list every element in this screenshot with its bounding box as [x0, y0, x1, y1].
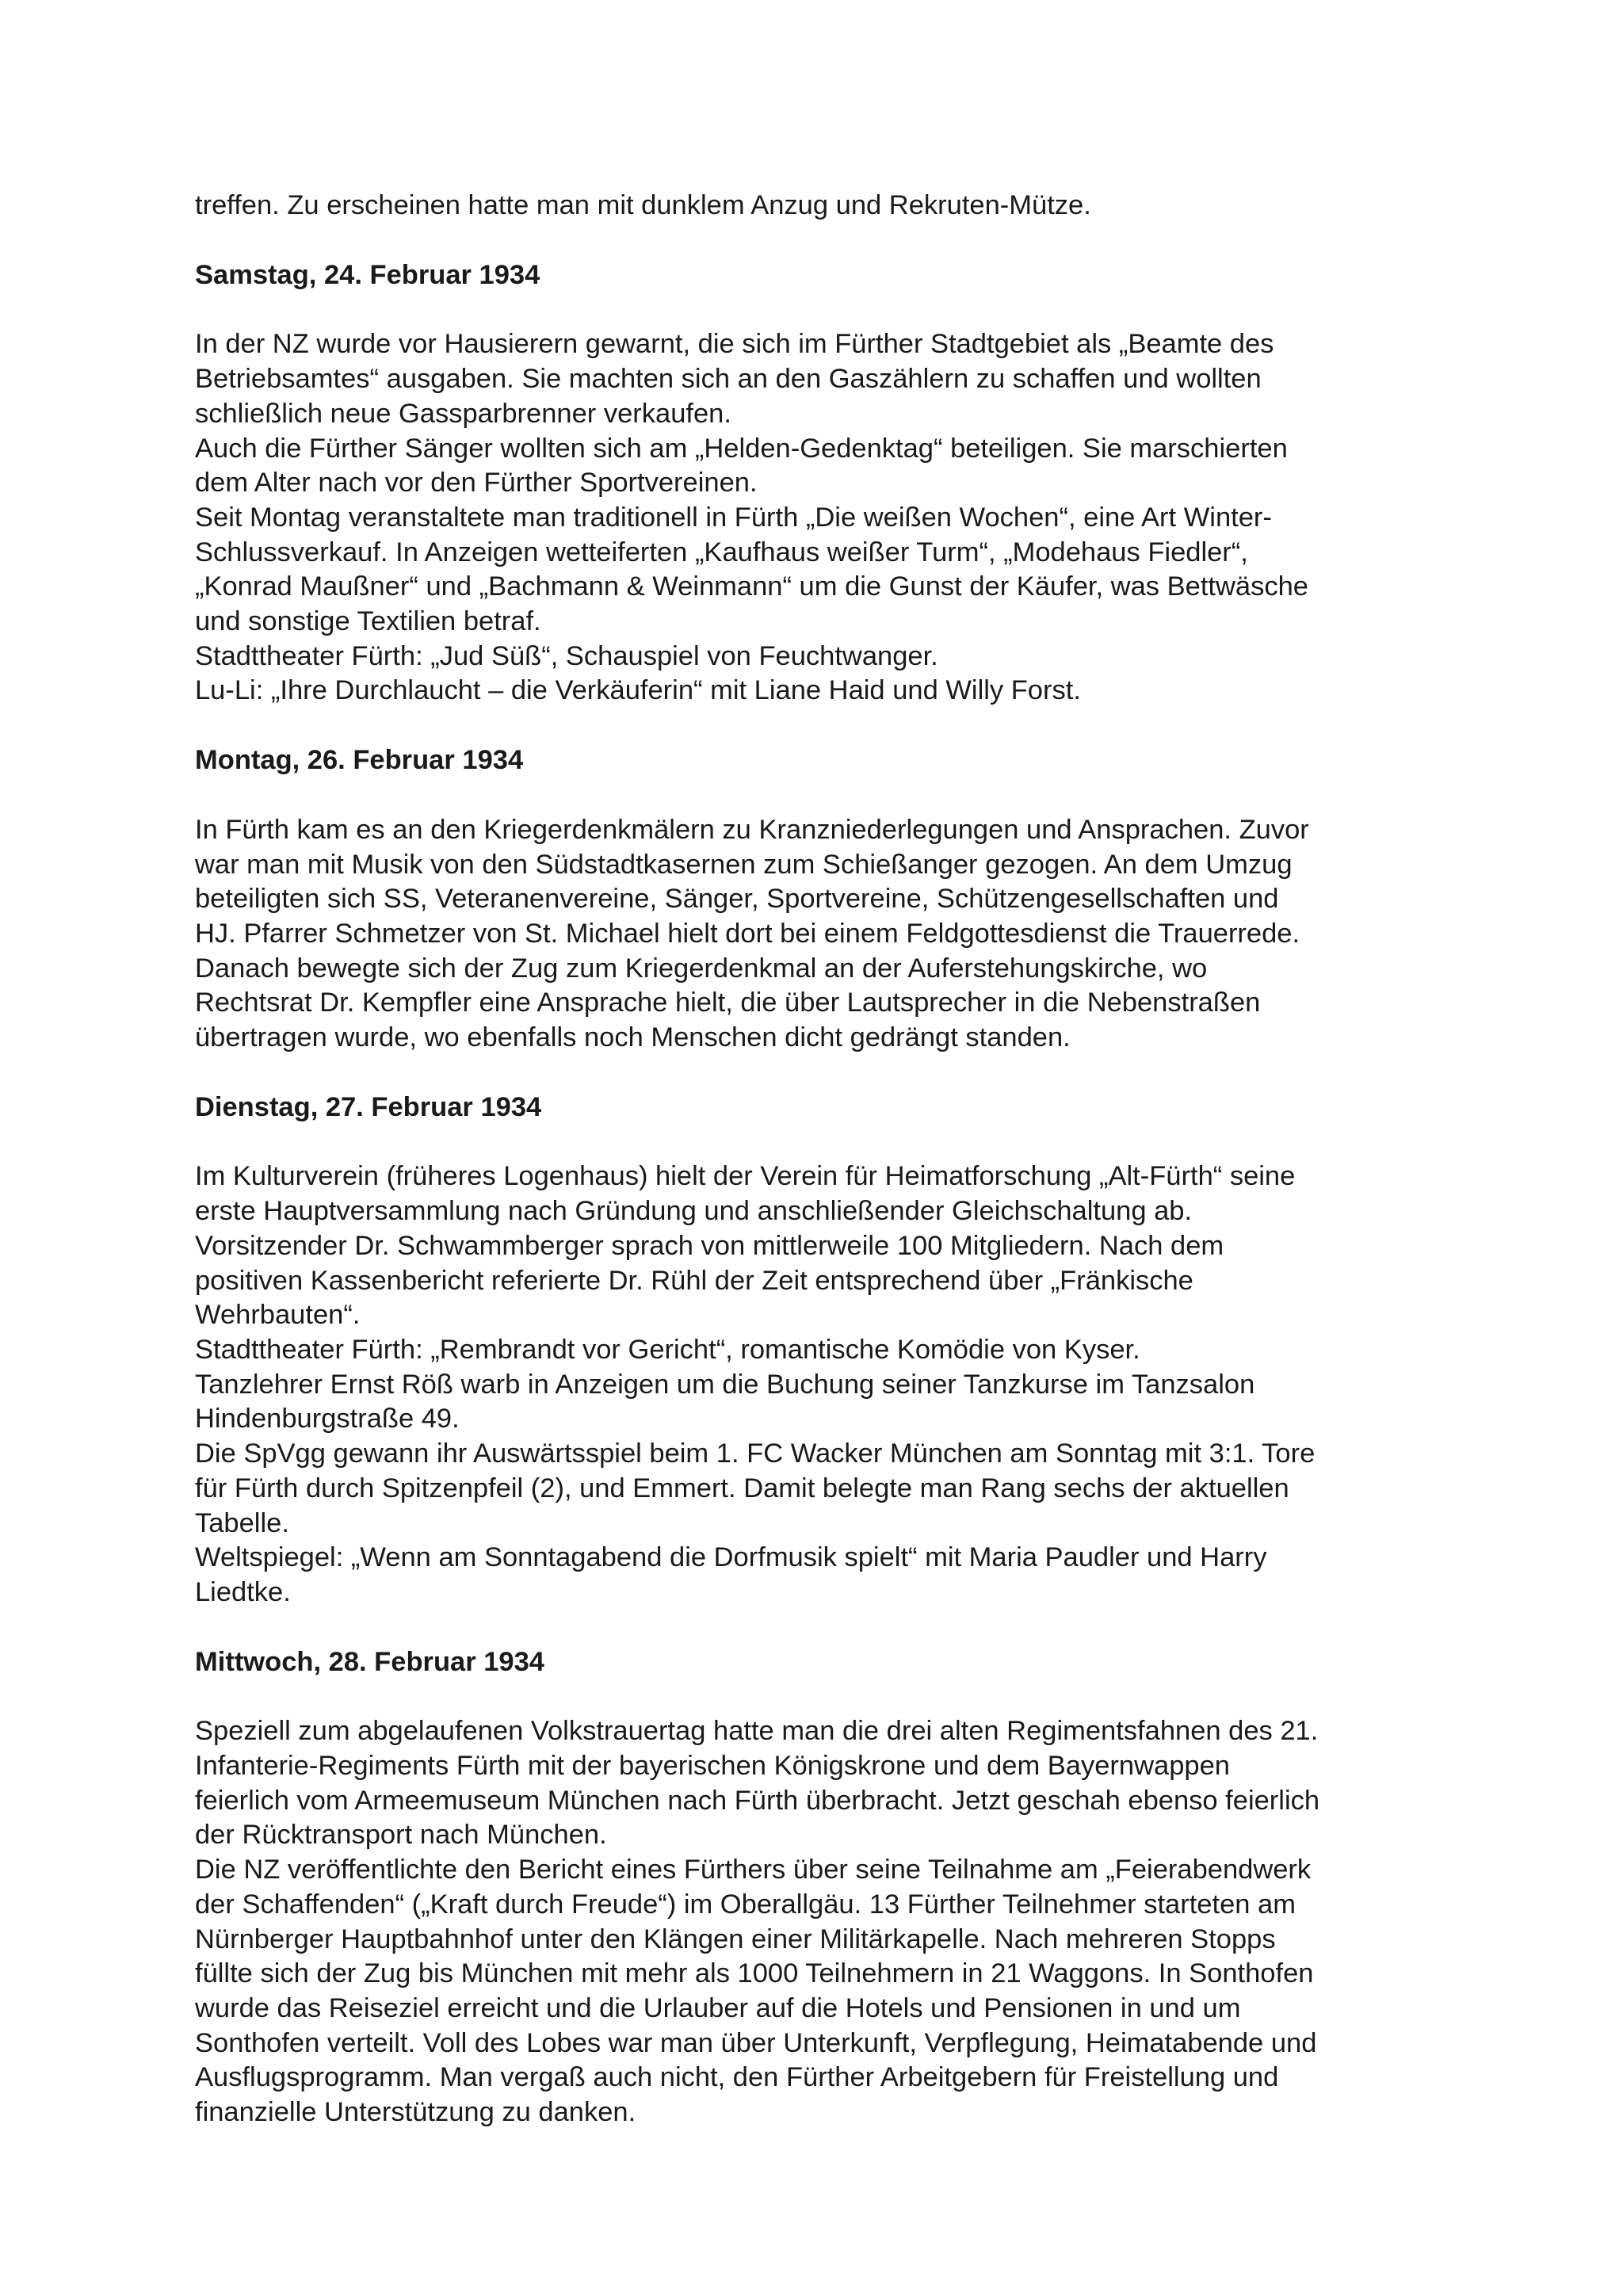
entry-paragraph: Stadttheater Fürth: „Rembrandt vor Gericht“, romantische Komödie von Kyser.: [195, 1334, 1140, 1365]
spacer: [195, 292, 1463, 327]
spacer: [195, 1125, 1463, 1159]
entry-date-heading: Samstag, 24. Februar 1934: [195, 259, 540, 290]
entry-paragraph: Im Kulturverein (früheres Logenhaus) hielt der Verein für Heimatforschung „Alt-Fürth“ seine erste Hauptversammlung nach Gründung und anschließender Gleichschaltung ab. Vorsitzender Dr. Schwammberger sprach von mittlerweile 100 Mitgliedern. Nach dem positiven Kassenbericht referierte Dr. Rühl der Zeit entsprechend über „Fränkische Wehrbauten“.: [195, 1161, 1296, 1331]
entry-paragraph: Weltspiegel: „Wenn am Sonntagabend die Dorfmusik spielt“ mit Maria Paudler und Harry Liedtke.: [195, 1542, 1267, 1607]
entry-date-heading: Mittwoch, 28. Februar 1934: [195, 1646, 544, 1677]
spacer: [195, 1610, 1463, 1645]
entry-montag-26-februar: [195, 743, 1463, 1056]
entry-paragraph: Seit Montag veranstaltete man traditionell in Fürth „Die weißen Wochen“, eine Art Winter- Schlussverkauf. In Anzeigen wetteiferten „Kaufhaus weißer Turm“, „Modehaus Fiedler“, „Konrad Maußner“ und „Bachmann & Weinmann“ um die Gunst der Käufer, was Bettwäsche und sonstige Textilien betraf.: [195, 502, 1308, 637]
entry-paragraph: In Fürth kam es an den Kriegerdenkmälern zu Kranzniederlegungen und Ansprachen. Zuvor war man mit Musik von den Südstadtkasernen zum Schießanger gezogen. An dem Umzug beteiligten sich SS, Veteranenvereine, Sänger, Sportvereine, Schützengesellschaften und HJ. Pfarrer Schmetzer von St. Michael hielt dort bei einem Feldgottesdienst die Trauerrede. Danach bewegte sich der Zug zum Kriegerdenkmal an der Auferstehungskirche, wo Rechtsrat Dr. Kempfler eine Ansprache hielt, die über Lautsprecher in die Nebenstraßen übertragen wurde, wo ebenfalls noch Menschen dicht gedrängt standen.: [195, 814, 1309, 1053]
spacer: [195, 709, 1463, 743]
entry-paragraph: Die SpVgg gewann ihr Auswärtsspiel beim 1. FC Wacker München am Sonntag mit 3:1. Tore für Fürth durch Spitzenpfeil (2), und Emmert. Damit belegte man Rang sechs der aktuellen Tabelle.: [195, 1438, 1316, 1538]
entry-paragraph: Tanzlehrer Ernst Röß warb in Anzeigen um die Buchung seiner Tanzkurse im Tanzsalon Hindenburgstraße 49.: [195, 1369, 1255, 1435]
entry-mittwoch-28-februar: [195, 1645, 1463, 2130]
entry-paragraph: Stadttheater Fürth: „Jud Süß“, Schauspiel von Feuchtwanger.: [195, 640, 938, 671]
entry-paragraph: Speziell zum abgelaufenen Volkstrauertag hatte man die drei alten Regimentsfahnen des 21. Infanterie-Regiments Fürth mit der bayerischen Königskrone und dem Bayernwappen feierlich vom Armeemuseum München nach Fürth überbracht. Jetzt geschah ebenso feierlich der Rücktransport nach München.: [195, 1716, 1320, 1851]
entry-date-heading: Dienstag, 27. Februar 1934: [195, 1091, 542, 1122]
spacer: [195, 1679, 1463, 1714]
entry-paragraph: Lu-Li: „Ihre Durchlaucht – die Verkäuferin“ mit Liane Haid und Willy Forst.: [195, 675, 1081, 706]
entry-paragraph: In der NZ wurde vor Hausierern gewarnt, die sich im Fürther Stadtgebiet als „Beamte des Betriebsamtes“ ausgaben. Sie machten sich an den Gaszählern zu schaffen und wollten schließlich neue Gassparbrenner verkaufen.: [195, 329, 1274, 429]
spacer: [195, 223, 1463, 258]
entry-samstag-24-februar: [195, 258, 1463, 709]
entry-date-heading: Montag, 26. Februar 1934: [195, 745, 524, 776]
document-page: [195, 189, 1463, 2130]
spacer: [195, 778, 1463, 813]
spacer: [195, 1056, 1463, 1091]
entry-dienstag-27-februar: [195, 1091, 1463, 1610]
entry-paragraph: Die NZ veröffentlichte den Bericht eines Fürthers über seine Teilnahme am „Feierabendwerk der Schaffenden“ („Kraft durch Freude“) im Oberallgäu. 13 Fürther Teilnehmer starteten am Nürnberger Hauptbahnhof unter den Klängen einer Militärkapelle. Nach mehreren Stopps füllte sich der Zug bis München mit mehr als 1000 Teilnehmern in 21 Waggons. In Sonthofen wurde das Reiseziel erreicht und die Urlauber auf die Hotels und Pensionen in und um Sonthofen verteilt. Voll des Lobes war man über Unterkunft, Verpflegung, Heimatabende und Ausflugsprogramm. Man vergaß auch nicht, den Fürther Arbeitgebern für Freistellung und finanzielle Unterstützung zu danken.: [195, 1855, 1317, 2128]
entry-paragraph: Auch die Fürther Sänger wollten sich am „Helden-Gedenktag“ beteiligen. Sie marschierten dem Alter nach vor den Fürther Sportvereinen.: [195, 433, 1288, 499]
lead-paragraph: treffen. Zu erscheinen hatte man mit dunklem Anzug und Rekruten-Mütze.: [195, 190, 1091, 220]
